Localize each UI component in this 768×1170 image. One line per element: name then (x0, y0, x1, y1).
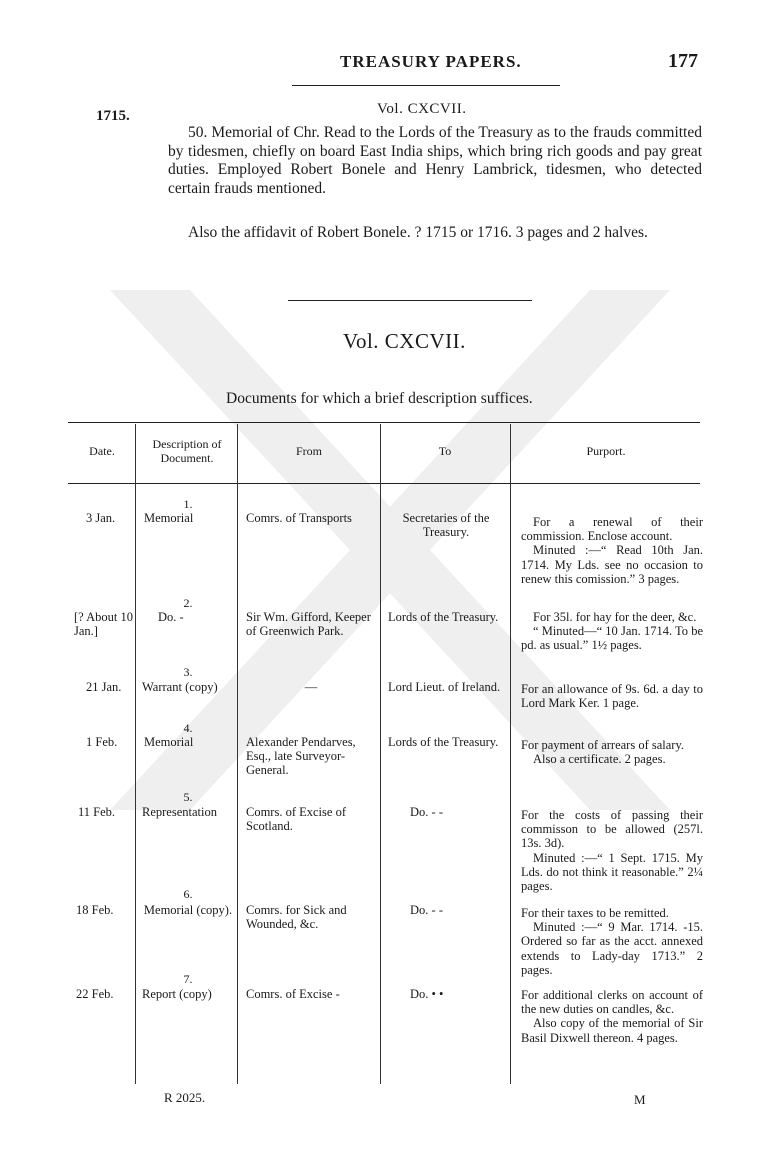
table-header-rule (68, 483, 700, 484)
purport-line: Also copy of the memorial of Sir Basil Dixwell thereon. 4 pages. (521, 1016, 703, 1045)
gathering-mark: M (634, 1092, 646, 1107)
purport-line: For their taxes to be remitted. (521, 906, 669, 920)
row-date: 3 Jan. (86, 511, 116, 525)
column-header-to: To (438, 444, 452, 458)
volume-heading: Vol. CXCVII. (343, 329, 466, 353)
table-top-rule (68, 422, 700, 423)
row-number: 3. (183, 665, 193, 679)
row-date: 1 Feb. (86, 735, 118, 749)
column-divider (135, 424, 136, 1084)
row-description: Memorial (144, 511, 194, 525)
row-date: 22 Feb. (76, 987, 114, 1001)
row-to: Lord Lieut. of Ireland. (388, 680, 501, 694)
column-header-purport: Purport. (586, 444, 626, 458)
row-to: Lords of the Treasury. (388, 735, 499, 749)
row-date: 21 Jan. (86, 680, 122, 694)
purport-line: Minuted :—“ 9 Mar. 1714. -15. Ordered so far as the acct. annexed extends to Lady-day 1713.” 2 pages. (521, 920, 703, 977)
column-header-description: Description of Document. (152, 437, 222, 465)
row-date: [? About 10 Jan.] (74, 610, 134, 639)
volume-label-top: Vol. CXCVII. (377, 101, 467, 117)
row-number: 7. (183, 972, 193, 986)
purport-line: For the costs of passing their commisson to be allowed (257l. 13s. 3d). (521, 808, 703, 851)
purport-line: Minuted :—“ 1 Sept. 1715. My Lds. do not think it reasonable.” 2¼ pages. (521, 850, 703, 894)
purport-line: For additional clerks on account of the new duties on candles, &c. (521, 988, 703, 1017)
purport-line: Minuted :—“ Read 10th Jan. 1714. My Lds. see no occasion to renew this comission.” 3 pages. (521, 543, 703, 586)
header-rule (292, 85, 560, 86)
row-number: 1. (183, 497, 193, 511)
running-title: TREASURY PAPERS. (340, 52, 522, 71)
column-header-from: From (295, 444, 322, 458)
row-purport (521, 906, 703, 977)
column-header-date: Date. (89, 444, 115, 458)
row-to: Do. • • (410, 987, 444, 1001)
purport-line: For a renewal of their commission. Enclose account. (521, 515, 703, 544)
row-from: — (304, 680, 318, 694)
entry-paragraph-affidavit: Also the affidavit of Robert Bonele. ? 1715 or 1716. 3 pages and 2 halves. (188, 224, 648, 241)
row-date: 11 Feb. (78, 805, 116, 819)
row-from: Sir Wm. Gifford, Keeper of Greenwich Park. (246, 610, 371, 639)
margin-year: 1715. (96, 108, 130, 124)
purport-line: For an allowance of 9s. 6d. a day to Lord Mark Ker. 1 page. (521, 682, 703, 711)
column-divider (380, 424, 381, 1084)
row-to: Lords of the Treasury. (388, 610, 499, 624)
purport-line: For 35l. for hay for the deer, &c. (533, 610, 697, 624)
purport-line: “ Minuted—“ 10 Jan. 1714. To be pd. as usual.” 1½ pages. (521, 624, 703, 653)
row-description: Representation (142, 805, 217, 819)
purport-line: Also a certificate. 2 pages. (533, 752, 666, 767)
entry-paragraph-50: 50. Memorial of Chr. Read to the Lords of the Treasury as to the frauds committed by tidesmen, chiefly on board East India ships, which bring rich goods and pay great duties. Employed Robert Bonele and Henry Lambrick, tidesmen, who detected certain frauds mentioned. (168, 124, 702, 197)
row-purport (521, 610, 703, 653)
row-number: 5. (183, 790, 193, 804)
row-to: Do. - - (410, 903, 443, 917)
row-description: Do. - (158, 610, 184, 624)
row-to: Secretaries of the Treasury. (402, 511, 490, 540)
row-description: Memorial (copy). (143, 903, 233, 917)
signature-mark: R 2025. (164, 1090, 206, 1105)
section-rule (288, 300, 532, 301)
row-to: Do. - - (410, 805, 443, 819)
row-date: 18 Feb. (76, 903, 114, 917)
row-description: Memorial (144, 735, 194, 749)
row-purport (521, 988, 703, 1045)
row-from: Alexander Pendarves, Esq., late Surveyor-General. (246, 735, 356, 778)
row-description: Warrant (copy) (142, 680, 218, 694)
page-number: 177 (668, 50, 698, 72)
row-purport (521, 515, 703, 586)
purport-line: For payment of arrears of salary. (521, 738, 685, 752)
row-number: 6. (183, 887, 193, 901)
row-from: Comrs. of Transports (246, 511, 352, 525)
row-purport (521, 738, 703, 766)
row-purport (521, 808, 703, 893)
row-from: Comrs. for Sick and Wounded, &c. (246, 903, 347, 932)
row-from: Comrs. of Excise of Scotland. (246, 805, 346, 834)
row-description: Report (copy) (142, 987, 212, 1001)
row-purport (521, 682, 703, 710)
column-divider (510, 424, 511, 1084)
row-number: 2. (183, 596, 193, 610)
row-from: Comrs. of Excise - (246, 987, 340, 1001)
row-number: 4. (183, 721, 193, 735)
documents-heading: Documents for which a brief description suffices. (226, 390, 533, 407)
